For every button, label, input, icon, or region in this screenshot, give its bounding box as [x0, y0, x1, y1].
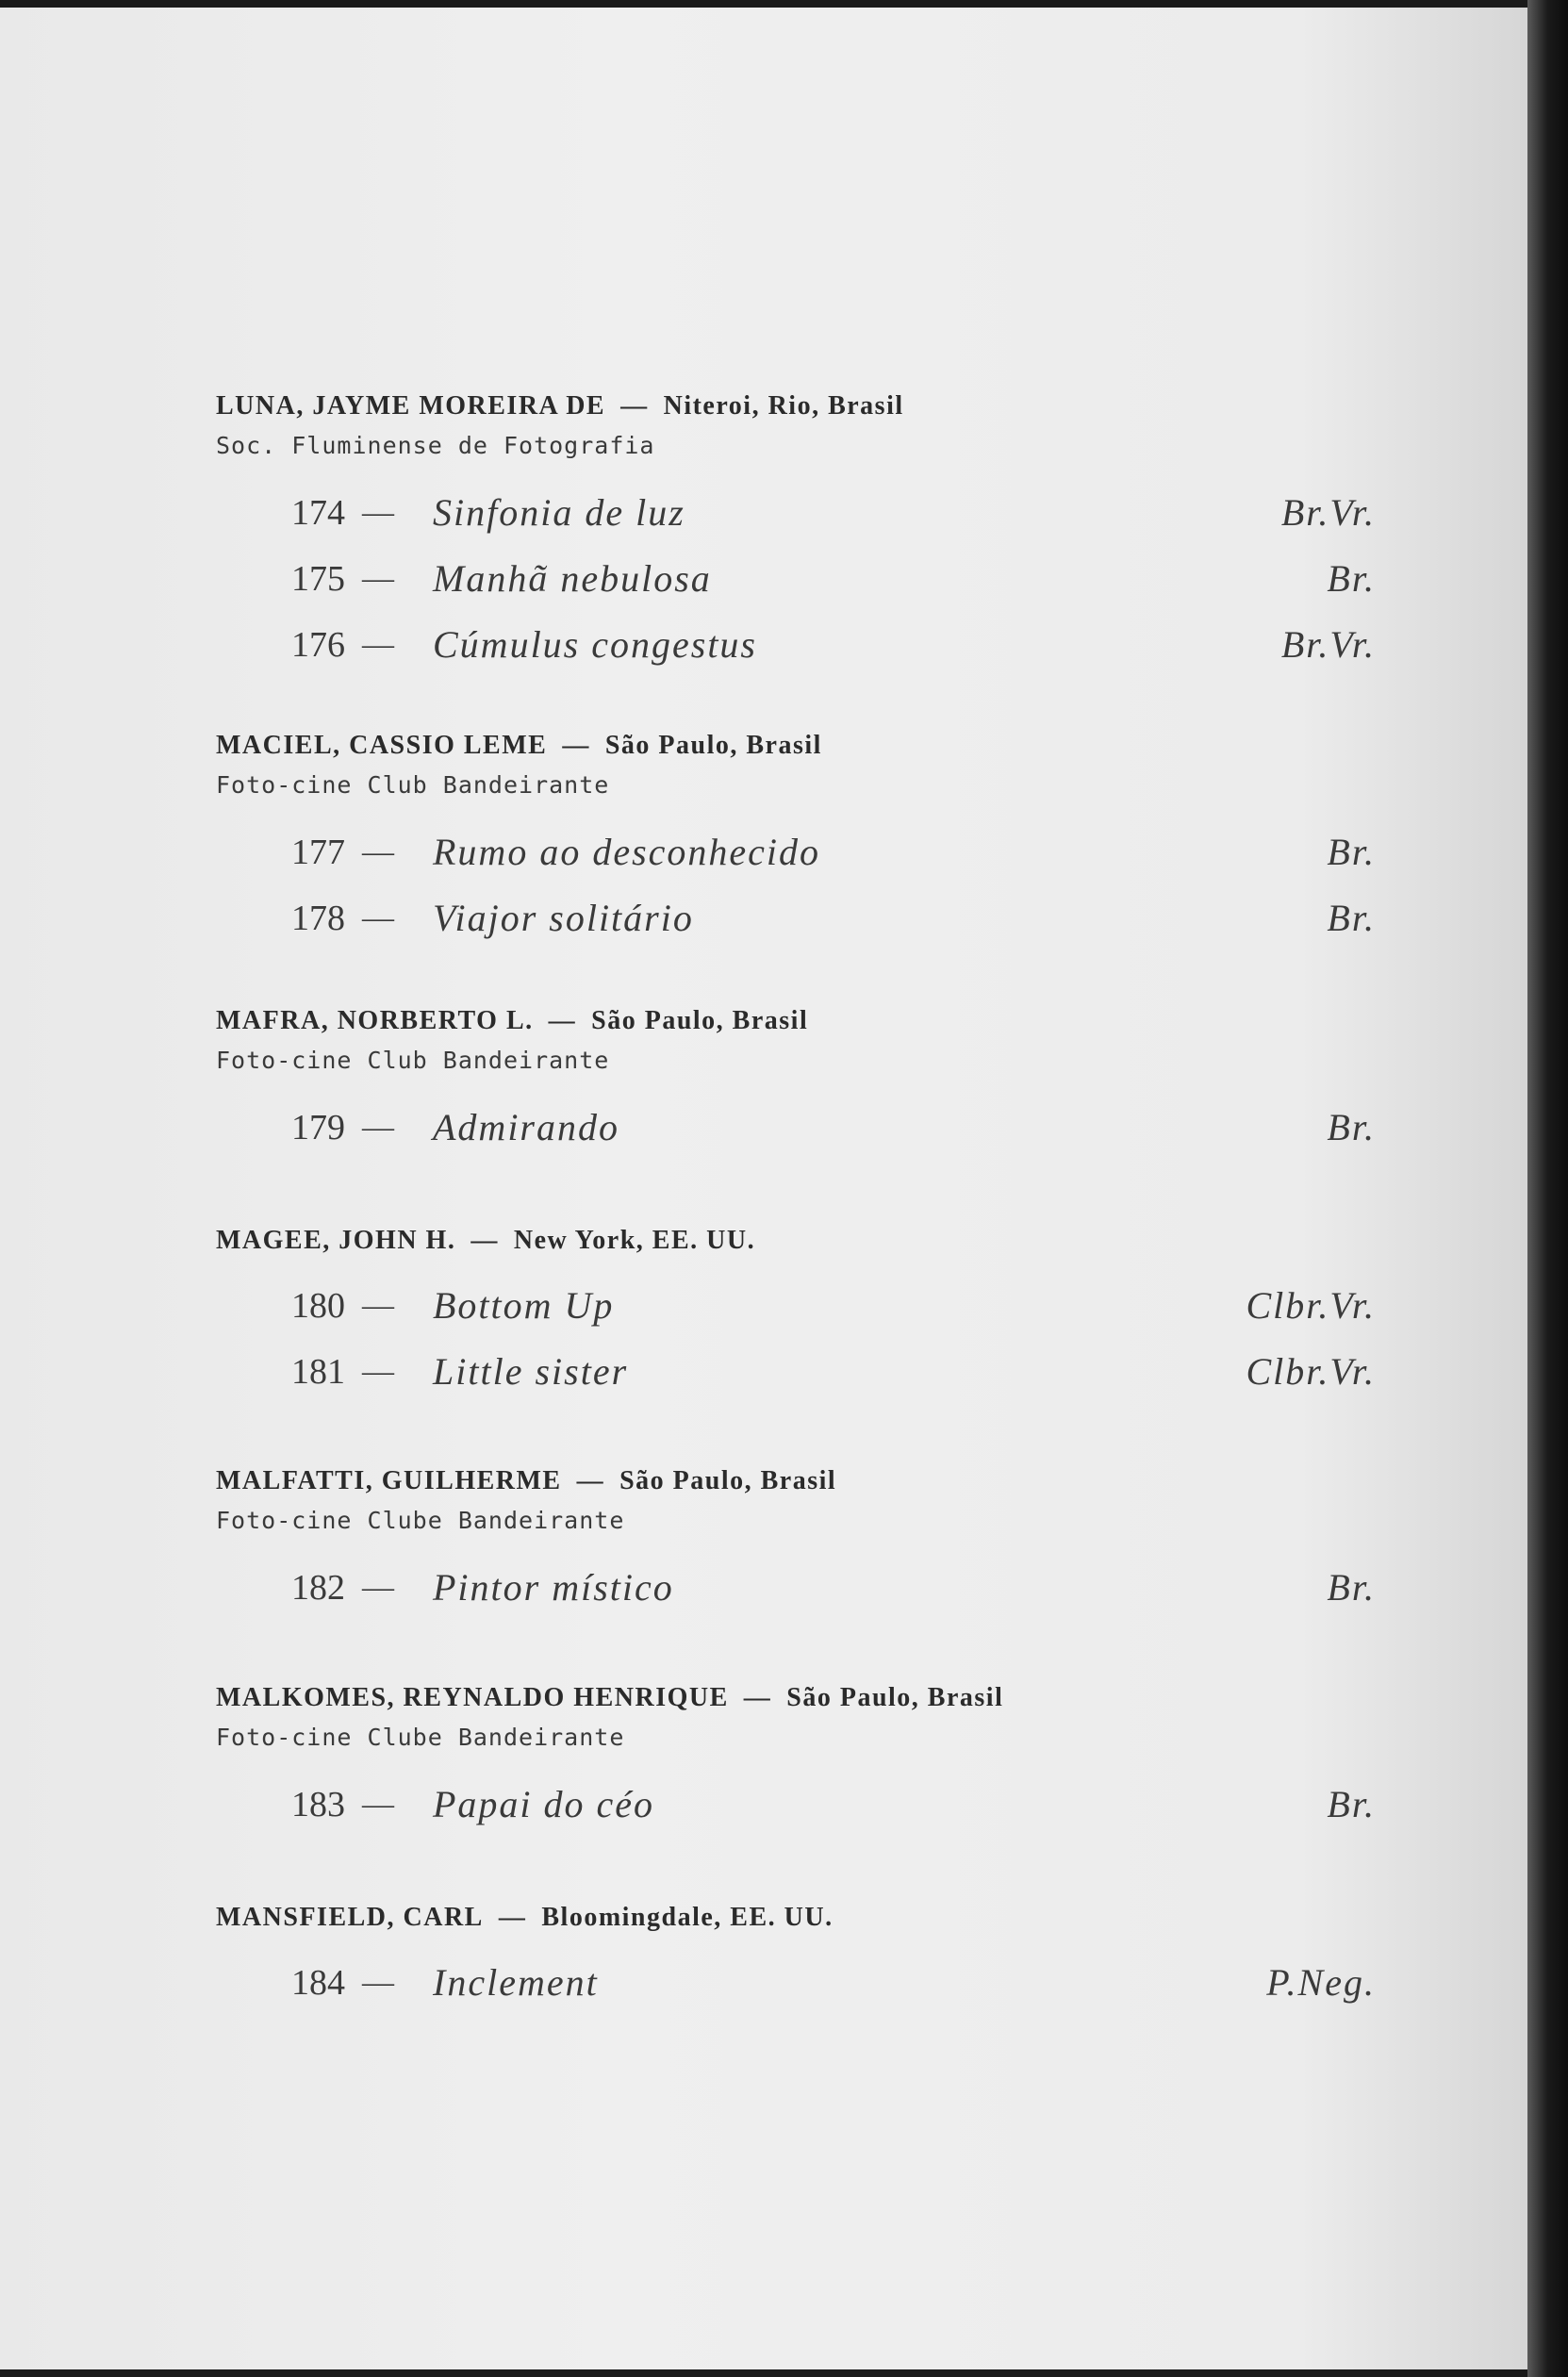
work-number: 183 — [291, 1785, 345, 1824]
work-title: Manhã nebulosa — [433, 557, 712, 600]
work-number: 177 — [291, 833, 345, 872]
work-title: Bottom Up — [433, 1284, 615, 1327]
work-title: Admirando — [433, 1106, 619, 1148]
catalog-page — [0, 8, 1527, 2369]
author-name: MALFATTI, GUILHERME — [216, 1466, 562, 1495]
work-number: 178 — [291, 899, 345, 938]
author-name: MANSFIELD, CARL — [216, 1903, 484, 1932]
author-line: LUNA, JAYME MOREIRA DE — Niteroi, Rio, Brasil — [216, 391, 904, 421]
work-technique: Br. — [1327, 831, 1376, 873]
work-number: 179 — [291, 1108, 345, 1147]
work-title: Sinfonia de luz — [433, 491, 685, 534]
work-technique: Br. — [1327, 557, 1376, 600]
work-row: 176 — Cúmulus congestus Br.Vr. — [216, 612, 1376, 678]
entry-luna — [216, 388, 1376, 678]
author-name: MALKOMES, REYNALDO HENRIQUE — [216, 1683, 729, 1712]
page-top-edge — [0, 0, 1568, 8]
work-technique: Br. — [1327, 897, 1376, 939]
club-name: Foto-cine Club Bandeirante — [216, 1047, 610, 1074]
entry-malkomes — [216, 1679, 1376, 1838]
author-name: MACIEL, CASSIO LEME — [216, 731, 548, 760]
author-location: São Paulo, Brasil — [591, 1006, 809, 1035]
work-technique: Clbr.Vr. — [1246, 1284, 1376, 1327]
author-location: New York, EE. UU. — [513, 1226, 756, 1255]
author-line: MANSFIELD, CARL — Bloomingdale, EE. UU. — [216, 1903, 834, 1932]
author-name: MAGEE, JOHN H. — [216, 1226, 456, 1255]
author-location: São Paulo, Brasil — [619, 1466, 837, 1495]
work-number: 176 — [291, 625, 345, 665]
work-technique: Br.Vr. — [1280, 491, 1376, 534]
work-number: 181 — [291, 1352, 345, 1392]
work-technique: Br. — [1327, 1783, 1376, 1825]
author-line: MALFATTI, GUILHERME — São Paulo, Brasil — [216, 1466, 837, 1495]
work-technique: P.Neg. — [1266, 1961, 1376, 2004]
work-number: 182 — [291, 1568, 345, 1608]
work-number: 180 — [291, 1286, 345, 1326]
work-title: Inclement — [433, 1961, 599, 2004]
author-line: MALKOMES, REYNALDO HENRIQUE — São Paulo, Brasil — [216, 1683, 1004, 1712]
work-row: 184 — Inclement P.Neg. — [216, 1950, 1376, 2016]
author-location: São Paulo, Brasil — [786, 1683, 1004, 1712]
club-name: Foto-cine Clube Bandeirante — [216, 1507, 625, 1534]
entry-maciel — [216, 727, 1376, 951]
author-location: São Paulo, Brasil — [604, 731, 822, 760]
author-line: MAFRA, NORBERTO L. — São Paulo, Brasil — [216, 1006, 809, 1035]
club-name: Foto-cine Club Bandeirante — [216, 771, 610, 799]
club-name: Soc. Fluminense de Fotografia — [216, 432, 655, 459]
author-line: MAGEE, JOHN H. — New York, EE. UU. — [216, 1226, 756, 1255]
entry-mafra — [216, 1002, 1376, 1161]
author-location: Bloomingdale, EE. UU. — [541, 1903, 834, 1932]
work-technique: Br. — [1327, 1106, 1376, 1148]
work-title: Cúmulus congestus — [433, 623, 757, 666]
author-location: Niteroi, Rio, Brasil — [663, 391, 904, 421]
work-title: Viajor solitário — [433, 897, 694, 939]
work-row: 178 — Viajor solitário Br. — [216, 885, 1376, 951]
entry-mansfield — [216, 1899, 1376, 2016]
author-line: MACIEL, CASSIO LEME — São Paulo, Brasil — [216, 731, 822, 760]
work-number: 174 — [291, 493, 345, 533]
work-number: 184 — [291, 1963, 345, 2003]
author-name: LUNA, JAYME MOREIRA DE — [216, 391, 606, 421]
page-binding-edge — [1527, 0, 1568, 2377]
work-row: 175 — Manhã nebulosa Br. — [216, 546, 1376, 612]
work-row: 180 — Bottom Up Clbr.Vr. — [216, 1273, 1376, 1339]
work-row: 179 — Admirando Br. — [216, 1095, 1376, 1161]
work-row: 181 — Little sister Clbr.Vr. — [216, 1339, 1376, 1405]
club-name: Foto-cine Clube Bandeirante — [216, 1724, 625, 1751]
work-number: 175 — [291, 559, 345, 599]
work-title: Little sister — [433, 1350, 629, 1393]
work-title: Papai do céo — [433, 1783, 655, 1825]
work-row: 177 — Rumo ao desconhecido Br. — [216, 819, 1376, 885]
work-row: 182 — Pintor místico Br. — [216, 1555, 1376, 1621]
work-technique: Br. — [1327, 1566, 1376, 1609]
entry-magee — [216, 1222, 1376, 1405]
author-name: MAFRA, NORBERTO L. — [216, 1006, 534, 1035]
work-technique: Clbr.Vr. — [1246, 1350, 1376, 1393]
entry-malfatti — [216, 1462, 1376, 1621]
work-row: 174 — Sinfonia de luz Br.Vr. — [216, 480, 1376, 546]
work-title: Pintor místico — [433, 1566, 674, 1609]
work-row: 183 — Papai do céo Br. — [216, 1772, 1376, 1838]
work-title: Rumo ao desconhecido — [433, 831, 821, 873]
work-technique: Br.Vr. — [1280, 623, 1376, 666]
